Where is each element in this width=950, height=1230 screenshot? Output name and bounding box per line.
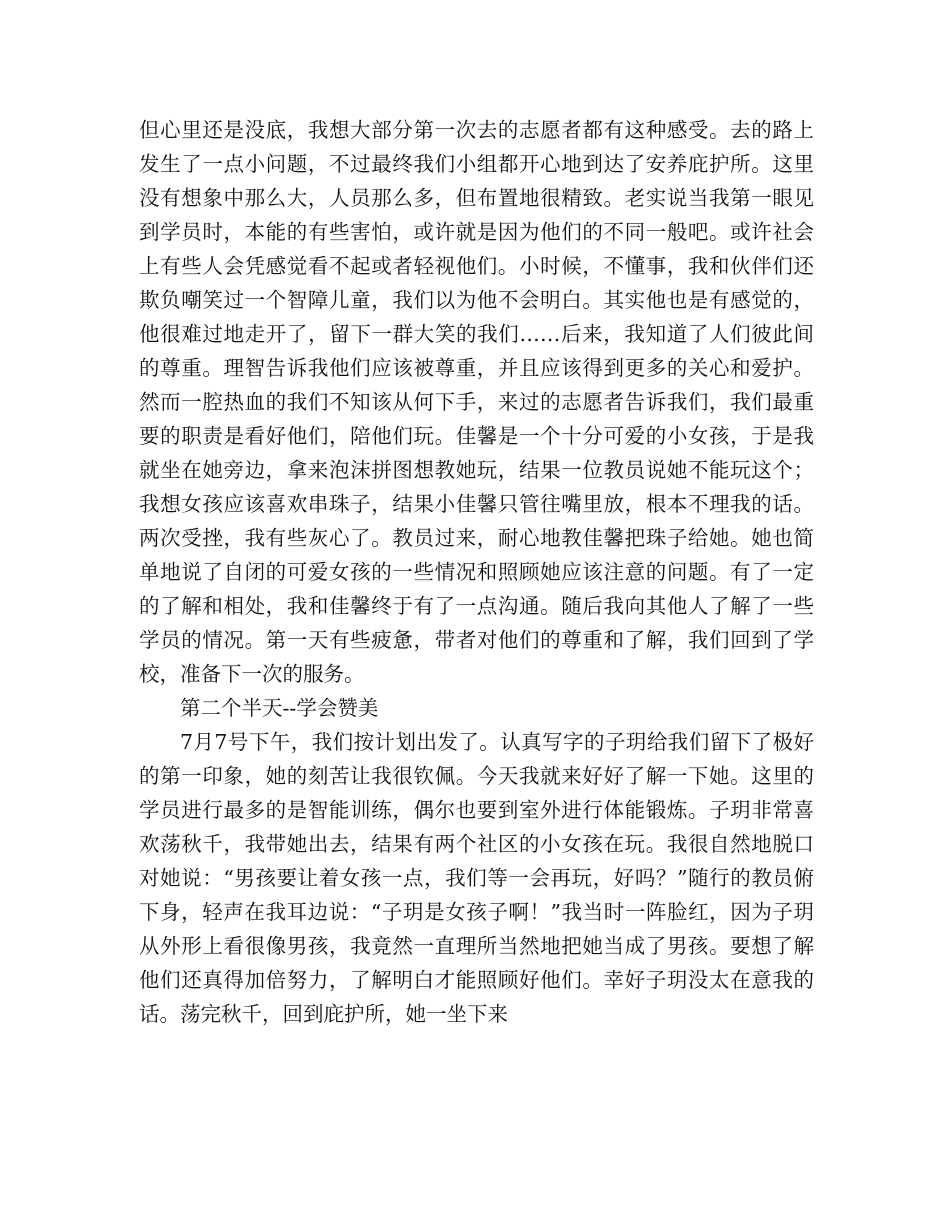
body-paragraph-2: 7月7号下午，我们按计划出发了。认真写字的子玥给我们留下了极好的第一印象，她的刻苦让我很钦佩。今天我就来好好了解一下她。这里的学员进行最多的是智能训练，偶尔也要到室外进行体能锻炼。子玥非常喜欢荡秋千，我带她出去，结果有两个社区的小女孩在玩。我很自然地脱口对她说：“男孩要让着女孩一点，我们等一会再玩，好吗？”随行的教员俯下身，轻声在我耳边说：“子玥是女孩子啊！”我当时一阵脸红，因为子玥从外形上看很像男孩，我竟然一直理所当然地把她当成了男孩。要想了解他们还真得加倍努力，了解明白才能照顾好他们。幸好子玥没太在意我的话。荡完秋千，回到庇护所，她一坐下来 (139, 730, 814, 1026)
document-page (139, 113, 814, 1031)
body-paragraph-1: 但心里还是没底，我想大部分第一次去的志愿者都有这种感受。去的路上发生了一点小问题，不过最终我们小组都开心地到达了安养庇护所。这里没有想象中那么大，人员那么多，但布置地很精致。老实说当我第一眼见到学员时，本能的有些害怕，或许就是因为他们的不同一般吧。或许社会上有些人会凭感觉看不起或者轻视他们。小时候，不懂事，我和伙伴们还欺负嘲笑过一个智障儿童，我们以为他不会明白。其实他也是有感觉的，他很难过地走开了，留下一群大笑的我们……后来，我知道了人们彼此间的尊重。理智告诉我他们应该被尊重，并且应该得到更多的关心和爱护。然而一腔热血的我们不知该从何下手，来过的志愿者告诉我们，我们最重要的职责是看好他们，陪他们玩。佳馨是一个十分可爱的小女孩，于是我就坐在她旁边，拿来泡沫拼图想教她玩，结果一位教员说她不能玩这个；我想女孩应该喜欢串珠子，结果小佳馨只管往嘴里放，根本不理我的话。两次受挫，我有些灰心了。教员过来，耐心地教佳馨把珠子给她。她也简单地说了自闭的可爱女孩的一些情况和照顾她应该注意的问题。有了一定的了解和相处，我和佳馨终于有了一点沟通。随后我向其他人了解了一些学员的情况。第一天有些疲惫，带者对他们的尊重和了解，我们回到了学校，准备下一次的服务。 (139, 118, 814, 686)
section-heading: 第二个半天--学会赞美 (180, 696, 379, 720)
